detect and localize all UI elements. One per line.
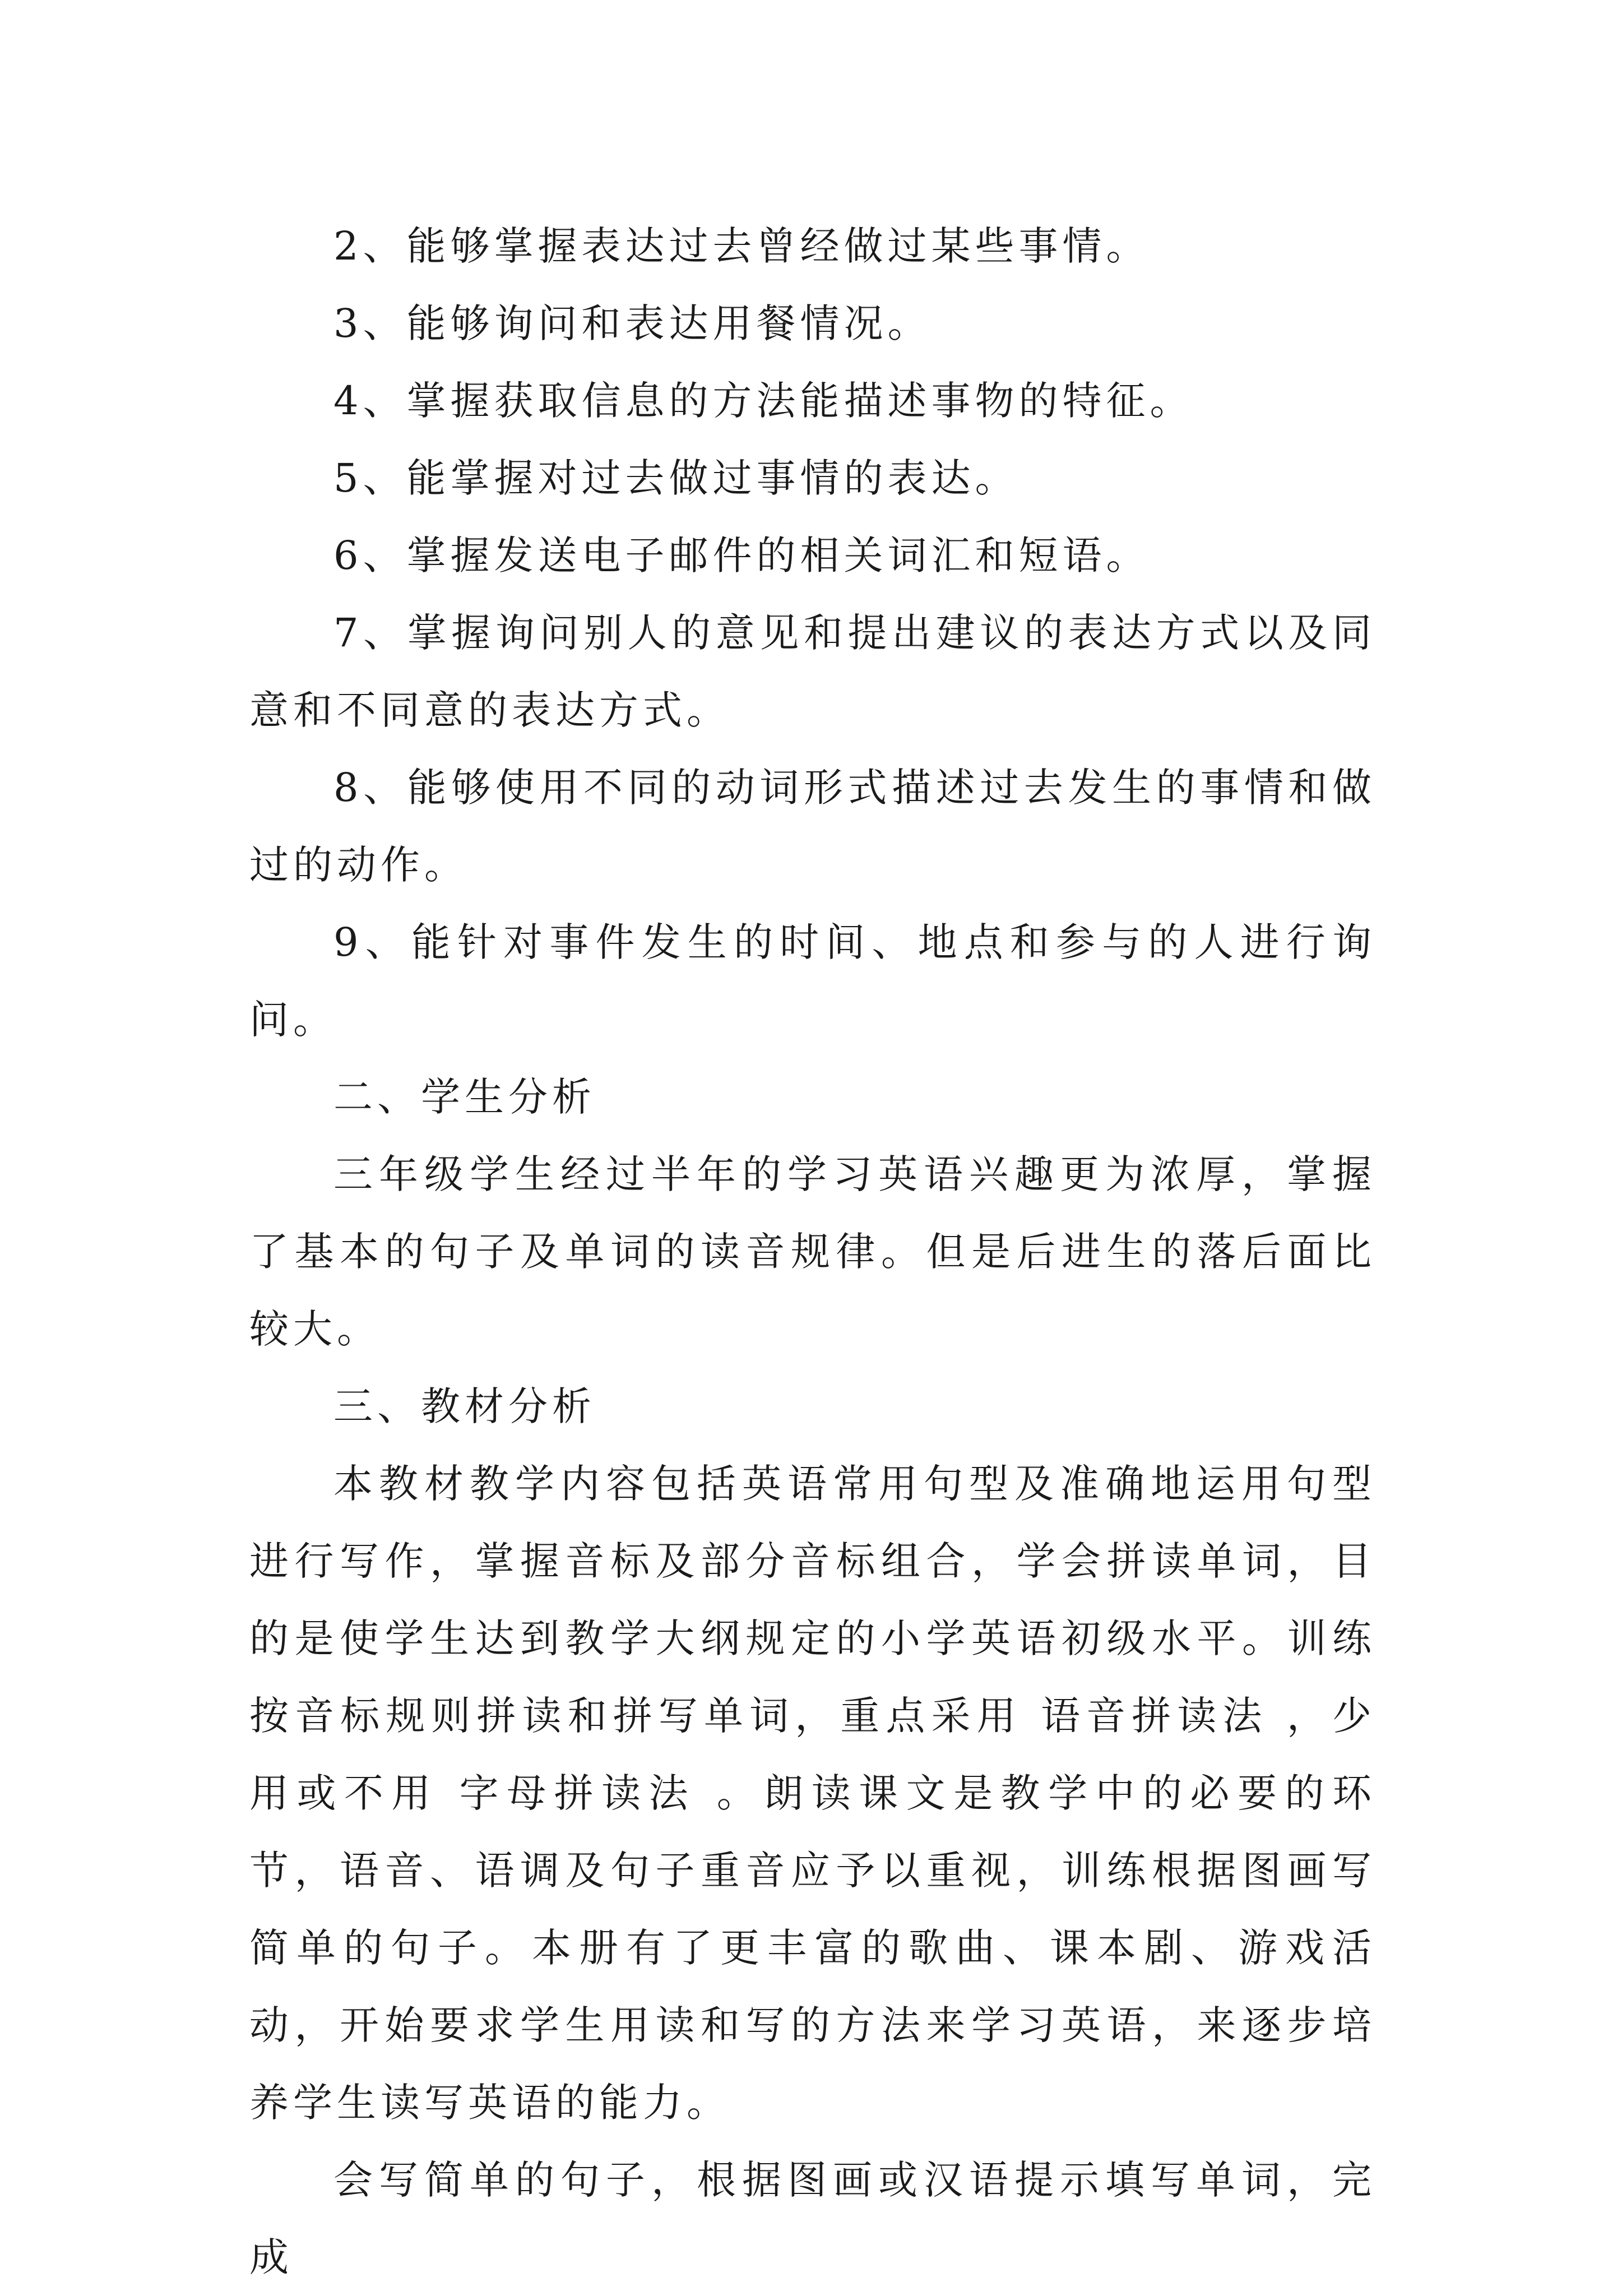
- objective-item-6: 6、掌握发送电子邮件的相关词汇和短语。: [333, 533, 1150, 578]
- objective-item-9: 9、能针对事件发生的时间、地点和参与的人进行询问。: [249, 919, 1376, 1043]
- student-analysis-paragraph: 三年级学生经过半年的学习英语兴趣更为浓厚，掌握了基本的句子及单词的读音规律。但是后进生的落后面比较大。: [249, 1151, 1376, 1352]
- objective-item-8: 8、能够使用不同的动词形式描述过去发生的事情和做过的动作。: [249, 765, 1376, 888]
- textbook-analysis-paragraph: 本教材教学内容包括英语常用句型及准确地运用句型进行写作，掌握音标及部分音标组合，学会拼读单词，目的是使学生达到教学大纲规定的小学英语初级水平。训练按音标规则拼读和拼写单词，重点采用 语音拼读法 ，少用或不用 字母拼读法 。朗读课文是教学中的必要的环节，语音、语调及句子重音应予以重视，训练根据图画写简单的句子。本册有了更丰富的歌曲、课本剧、游戏活动，开始要求学生用读和写的方法来学习英语，来逐步培养学生读写英语的能力。: [249, 1461, 1376, 2126]
- section-heading-textbook-analysis: 三、教材分析: [333, 1383, 596, 1429]
- objective-item-4: 4、掌握获取信息的方法能描述事物的特征。: [333, 378, 1194, 424]
- document-body: [249, 207, 1376, 2296]
- objective-item-3: 3、能够询问和表达用餐情况。: [333, 300, 932, 346]
- writing-requirement-paragraph: 会写简单的句子，根据图画或汉语提示填写单词，完成: [249, 2157, 1376, 2280]
- objective-item-5: 5、能掌握对过去做过事情的表达。: [333, 455, 1019, 501]
- objective-item-2: 2、能够掌握表达过去曾经做过某些事情。: [333, 223, 1150, 269]
- section-heading-student-analysis: 二、学生分析: [333, 1074, 596, 1120]
- objective-item-7: 7、掌握询问别人的意见和提出建议的表达方式以及同意和不同意的表达方式。: [249, 610, 1376, 733]
